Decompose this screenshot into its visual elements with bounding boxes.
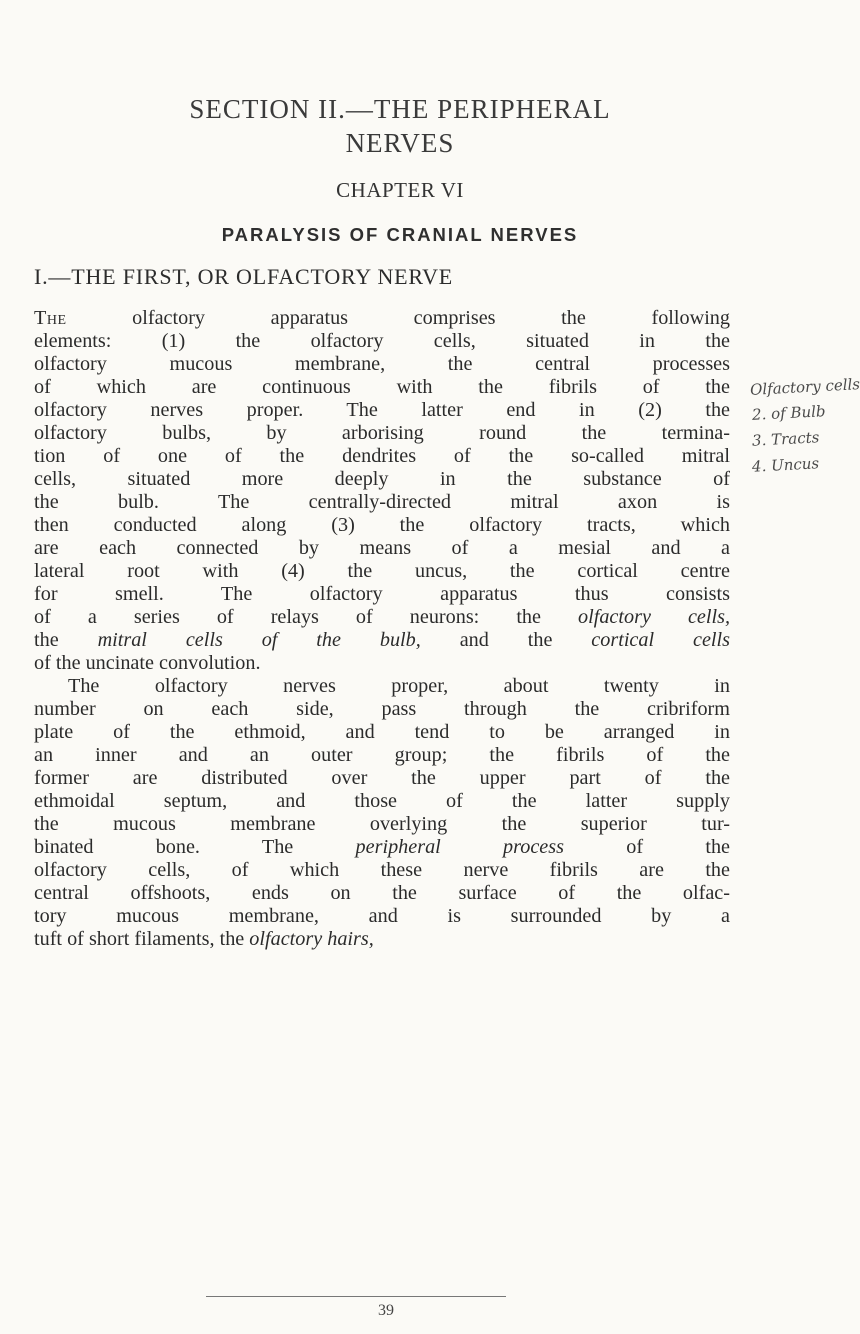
section-title-line-1: SECTION II.—THE PERIPHERAL	[189, 94, 611, 124]
text-line: plate of the ethmoid, and tend to be arranged in	[34, 721, 730, 743]
chapter-number: CHAPTER VI	[336, 178, 464, 202]
text-line: olfactory bulbs, by arborising round the termina-	[34, 422, 730, 444]
text-line: cells, situated more deeply in the substance of	[34, 468, 730, 490]
text-line: The olfactory nerves proper, about twenty in	[68, 675, 730, 697]
section-title	[0, 92, 800, 160]
text-line: the mitral cells of the bulb, and the cortical cells	[34, 629, 730, 651]
body-text	[34, 307, 730, 951]
text-line: tory mucous membrane, and is surrounded by a	[34, 905, 730, 927]
text-line: elements: (1) the olfactory cells, situated in the	[34, 330, 730, 352]
italic-term: mitral cells of the bulb,	[97, 629, 421, 651]
page-number: 39	[356, 1302, 416, 1320]
text-line: The olfactory apparatus comprises the following	[34, 307, 730, 329]
lead-word: The	[34, 307, 67, 329]
italic-term: olfactory cells,	[578, 606, 730, 628]
text-line: for smell. The olfactory apparatus thus consists	[34, 583, 730, 605]
margin-note: 3. Tracts	[751, 428, 820, 450]
text-line: former are distributed over the upper part of the	[34, 767, 730, 789]
text-line: are each connected by means of a mesial and a	[34, 537, 730, 559]
text-line: binated bone. The peripheral process of the	[34, 836, 731, 858]
margin-note: 2. of Bulb	[751, 402, 826, 424]
text-line: of the uncinate convolution.	[34, 652, 261, 674]
text-line: tuft of short filaments, the olfactory hairs,	[34, 928, 374, 950]
text-line: olfactory nerves proper. The latter end in (2) the	[34, 399, 730, 421]
handwritten-margin-notes	[749, 360, 860, 480]
section-heading: I.—THE FIRST, OR OLFACTORY NERVE	[34, 264, 454, 289]
text-line: tion of one of the dendrites of the so-called mitral	[34, 445, 730, 467]
text-line: an inner and an outer group; the fibrils of the	[34, 744, 730, 766]
chapter-subtitle: PARALYSIS OF CRANIAL NERVES	[221, 224, 579, 245]
text-line: number on each side, pass through the cribriform	[34, 698, 730, 720]
italic-term: peripheral process	[355, 836, 564, 858]
margin-note: 4. Uncus	[751, 454, 820, 476]
text-line: of a series of relays of neurons: the olfactory cells,	[34, 606, 730, 628]
text-line: central offshoots, ends on the surface of the olfac-	[34, 882, 730, 904]
text-line: then conducted along (3) the olfactory tracts, which	[34, 514, 730, 536]
italic-term: cortical cells	[591, 629, 730, 651]
text-line: lateral root with (4) the uncus, the cortical centre	[34, 560, 730, 582]
margin-note: Olfactory cells	[749, 375, 860, 399]
text-line: the mucous membrane overlying the superior tur-	[34, 813, 730, 835]
text-line: the bulb. The centrally-directed mitral axon is	[34, 491, 730, 513]
text-line: olfactory mucous membrane, the central processes	[34, 353, 730, 375]
text-line: of which are continuous with the fibrils of the	[34, 376, 730, 398]
text-line: ethmoidal septum, and those of the latter supply	[34, 790, 730, 812]
section-title-line-2: NERVES	[345, 128, 455, 158]
italic-term: olfactory hairs,	[249, 928, 374, 950]
text-line: olfactory cells, of which these nerve fibrils are the	[34, 859, 730, 881]
